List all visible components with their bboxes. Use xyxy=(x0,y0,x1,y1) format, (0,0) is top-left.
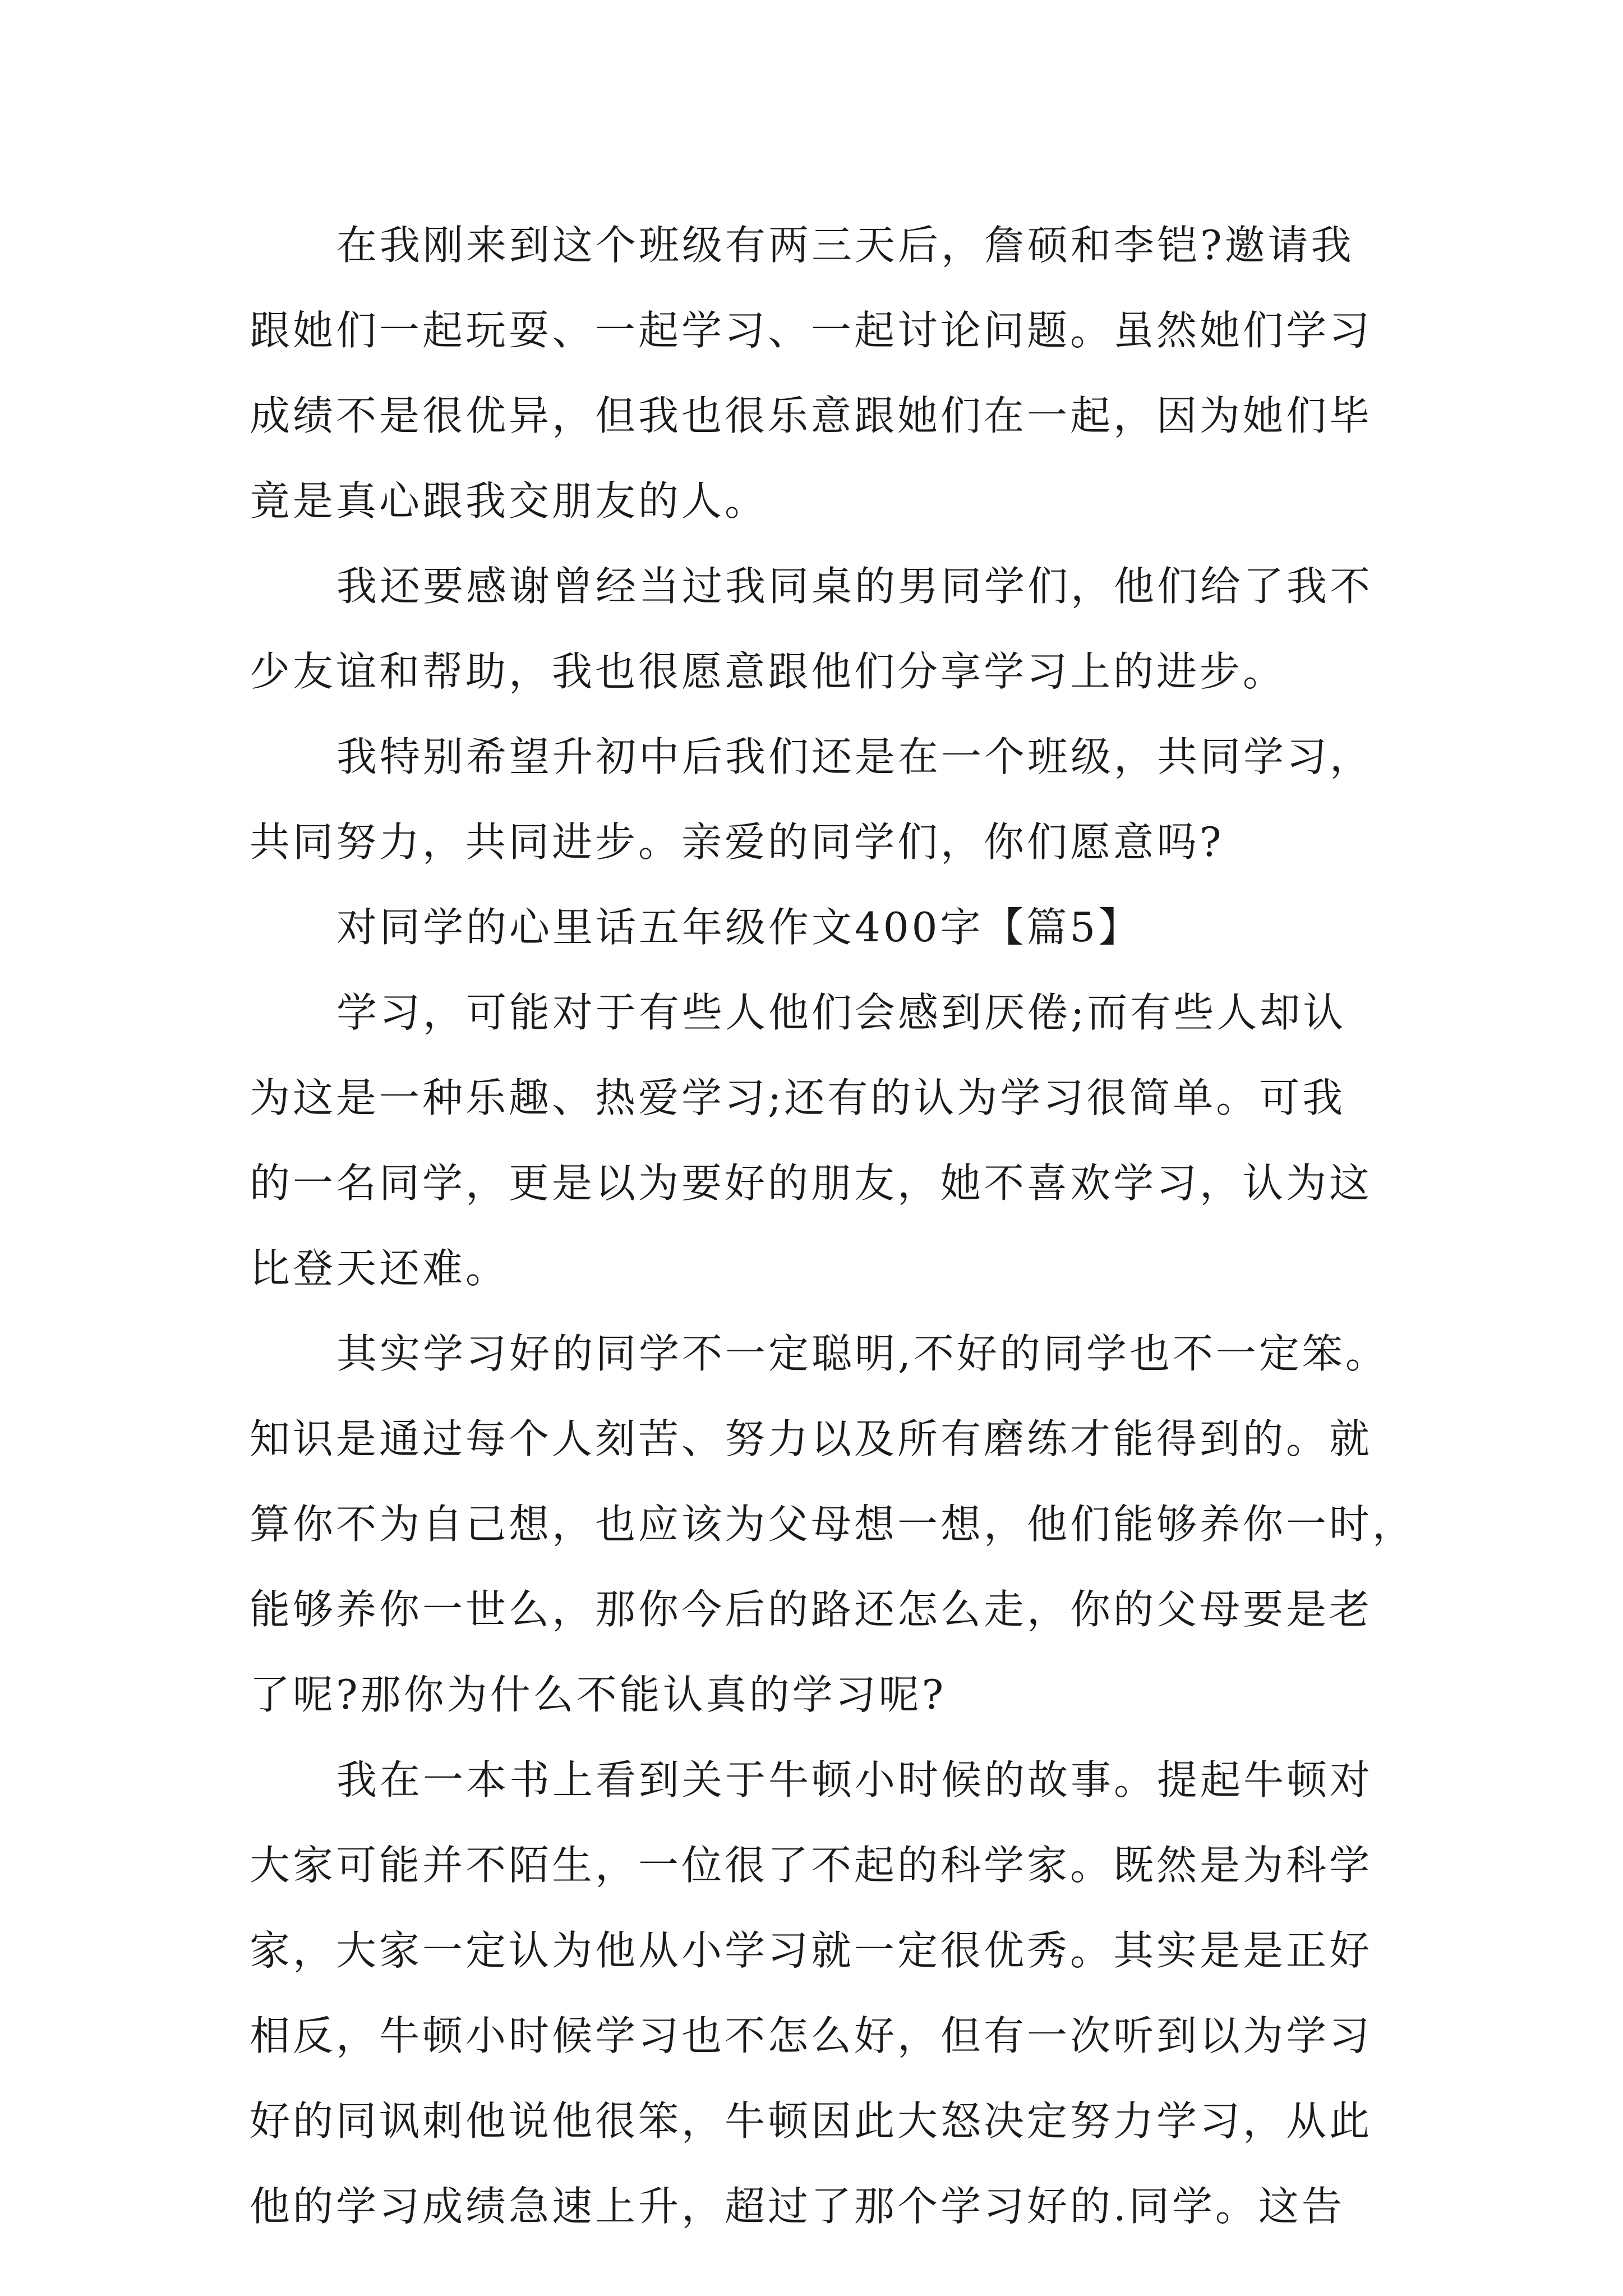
body-text-line: 他的学习成绩急速上升，超过了那个学习好的.同学。这告 xyxy=(250,2183,1345,2230)
body-text-line: 其实学习好的同学不一定聪明,不好的同学也不一定笨。 xyxy=(336,1330,1389,1377)
body-text-line: 大家可能并不陌生，一位很了不起的科学家。既然是为科学 xyxy=(250,1842,1373,1889)
body-text-line: 为这是一种乐趣、热爱学习;还有的认为学习很简单。可我 xyxy=(250,1074,1346,1121)
body-text-line: 少友谊和帮助，我也很愿意跟他们分享学习上的进步。 xyxy=(250,648,1287,695)
body-text-line: 能够养你一世么，那你今后的路还怎么走，你的父母要是老 xyxy=(250,1586,1373,1633)
body-text-line: 共同努力，共同进步。亲爱的同学们，你们愿意吗? xyxy=(250,818,1224,866)
section-heading: 对同学的心里话五年级作文400字【篇5】 xyxy=(336,904,1142,951)
body-text-line: 算你不为自己想，也应该为父母想一想，他们能够养你一时， xyxy=(250,1501,1416,1548)
body-text-line: 跟她们一起玩耍、一起学习、一起讨论问题。虽然她们学习 xyxy=(250,307,1373,354)
body-text-line: 竟是真心跟我交朋友的人。 xyxy=(250,477,768,524)
body-text-line: 了呢?那你为什么不能认真的学习呢? xyxy=(250,1671,947,1718)
body-text-line: 我还要感谢曾经当过我同桌的男同学们，他们给了我不 xyxy=(336,563,1373,610)
body-text-line: 知识是通过每个人刻苦、努力以及所有磨练才能得到的。就 xyxy=(250,1415,1373,1462)
body-text-line: 家，大家一定认为他从小学习就一定很优秀。其实是是正好 xyxy=(250,1927,1373,1974)
body-text-line: 在我刚来到这个班级有两三天后，詹硕和李铠?邀请我 xyxy=(336,222,1354,269)
body-text-line: 比登天还难。 xyxy=(250,1245,509,1292)
body-text-line: 学习，可能对于有些人他们会感到厌倦;而有些人却认 xyxy=(336,989,1347,1036)
body-text-line: 我特别希望升初中后我们还是在一个班级，共同学习， xyxy=(336,733,1373,780)
body-text-line: 我在一本书上看到关于牛顿小时候的故事。提起牛顿对 xyxy=(336,1756,1373,1803)
body-text-line: 成绩不是很优异，但我也很乐意跟她们在一起，因为她们毕 xyxy=(250,392,1373,439)
body-text-line: 好的同讽刺他说他很笨，牛顿因此大怒决定努力学习，从此 xyxy=(250,2097,1373,2145)
body-text-line: 的一名同学，更是以为要好的朋友，她不喜欢学习，认为这 xyxy=(250,1159,1373,1207)
body-text-line: 相反，牛顿小时候学习也不怎么好，但有一次听到以为学习 xyxy=(250,2012,1373,2059)
